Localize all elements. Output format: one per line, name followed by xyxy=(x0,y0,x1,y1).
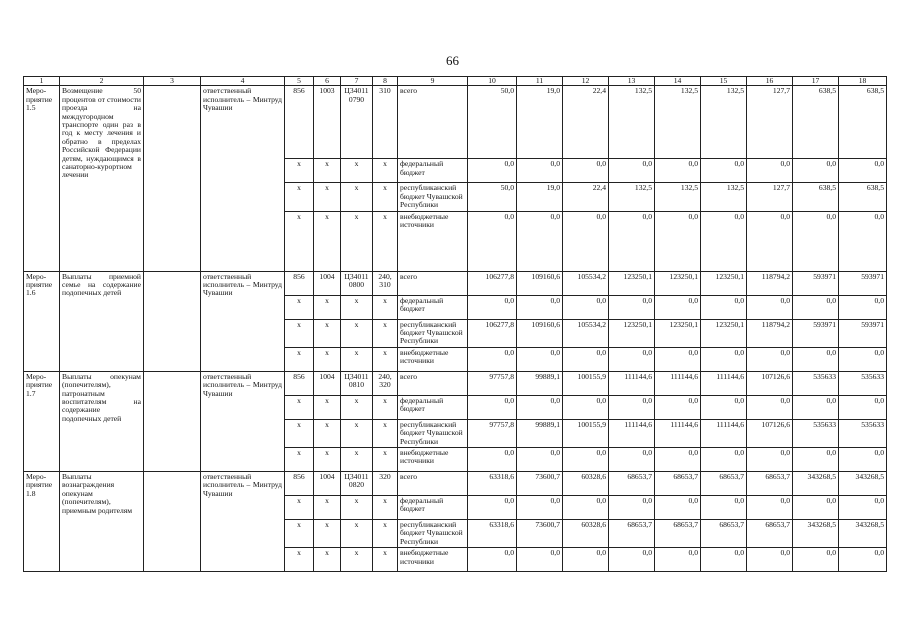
measure-description: Выплаты вознаграждения опекунам (попечителям), приемным родителям xyxy=(60,472,144,572)
amount-cell: 0,0 xyxy=(839,548,887,572)
amount-cell: 0,0 xyxy=(747,548,793,572)
amount-cell: 0,0 xyxy=(517,496,563,520)
amount-cell: 0,0 xyxy=(468,159,517,183)
funding-source: федеральный бюджет xyxy=(398,295,468,319)
grbs-code: x xyxy=(285,183,314,211)
measure-col3 xyxy=(144,472,201,572)
amount-cell: 132,5 xyxy=(655,183,701,211)
section-code: x xyxy=(314,496,341,520)
amount-cell: 60328,6 xyxy=(563,520,609,548)
amount-cell: 109160,6 xyxy=(517,271,563,295)
funding-source: внебюджетные источники xyxy=(398,448,468,472)
amount-cell: 0,0 xyxy=(563,295,609,319)
amount-cell: 593971 xyxy=(793,319,839,347)
column-number: 4 xyxy=(201,77,285,86)
amount-cell: 68653,7 xyxy=(655,472,701,496)
target-article-code: x xyxy=(341,347,373,371)
funding-source: внебюджетные источники xyxy=(398,347,468,371)
grbs-code: 856 xyxy=(285,86,314,159)
table-row xyxy=(24,472,887,496)
amount-cell: 73600,7 xyxy=(517,472,563,496)
column-number: 5 xyxy=(285,77,314,86)
amount-cell: 111144,6 xyxy=(701,371,747,395)
section-code: x xyxy=(314,183,341,211)
amount-cell: 105534,2 xyxy=(563,319,609,347)
section-code: x xyxy=(314,295,341,319)
target-article-code: x xyxy=(341,295,373,319)
funding-source: внебюджетные источники xyxy=(398,211,468,271)
section-code: 1004 xyxy=(314,271,341,295)
measure-id: Меро-приятие 1.5 xyxy=(24,86,60,271)
grbs-code: x xyxy=(285,448,314,472)
amount-cell: 132,5 xyxy=(609,86,655,159)
amount-cell: 0,0 xyxy=(468,395,517,419)
grbs-code: x xyxy=(285,496,314,520)
section-code: x xyxy=(314,347,341,371)
column-number: 13 xyxy=(609,77,655,86)
target-article-code: x xyxy=(341,395,373,419)
amount-cell: 0,0 xyxy=(609,395,655,419)
measure-col3 xyxy=(144,271,201,371)
amount-cell: 0,0 xyxy=(701,395,747,419)
funding-source: всего xyxy=(398,472,468,496)
amount-cell: 0,0 xyxy=(793,211,839,271)
amount-cell: 0,0 xyxy=(655,448,701,472)
amount-cell: 0,0 xyxy=(563,548,609,572)
amount-cell: 0,0 xyxy=(747,496,793,520)
amount-cell: 0,0 xyxy=(517,347,563,371)
amount-cell: 0,0 xyxy=(793,448,839,472)
amount-cell: 0,0 xyxy=(655,347,701,371)
expense-type-code: 320 xyxy=(373,472,398,496)
amount-cell: 343268,5 xyxy=(839,520,887,548)
amount-cell: 123250,1 xyxy=(655,319,701,347)
target-article-code: x xyxy=(341,448,373,472)
amount-cell: 0,0 xyxy=(517,295,563,319)
expense-type-code: 240, 310 xyxy=(373,271,398,295)
amount-cell: 132,5 xyxy=(609,183,655,211)
amount-cell: 0,0 xyxy=(609,159,655,183)
amount-cell: 63318,6 xyxy=(468,520,517,548)
amount-cell: 63318,6 xyxy=(468,472,517,496)
funding-source: республиканский бюджет Чувашской Республики xyxy=(398,183,468,211)
amount-cell: 0,0 xyxy=(747,211,793,271)
target-article-code: x xyxy=(341,211,373,271)
measure-description: Возмещение 50 процентов от стоимости проезда на междугородном транспорте один раз в год к месту лечения и обратно в пределах Российской Федерации детям, нуждающимся в санаторно-курортном лечении xyxy=(60,86,144,271)
amount-cell: 99889,1 xyxy=(517,371,563,395)
expense-type-code: x xyxy=(373,448,398,472)
grbs-code: x xyxy=(285,347,314,371)
target-article-code: x xyxy=(341,520,373,548)
column-number: 3 xyxy=(144,77,201,86)
amount-cell: 343268,5 xyxy=(839,472,887,496)
amount-cell: 0,0 xyxy=(563,395,609,419)
amount-cell: 0,0 xyxy=(839,347,887,371)
column-number: 1 xyxy=(24,77,60,86)
amount-cell: 0,0 xyxy=(655,159,701,183)
funding-source: федеральный бюджет xyxy=(398,159,468,183)
target-article-code: Ц34011 0790 xyxy=(341,86,373,159)
section-code: x xyxy=(314,548,341,572)
amount-cell: 0,0 xyxy=(563,159,609,183)
amount-cell: 0,0 xyxy=(793,347,839,371)
amount-cell: 535633 xyxy=(793,419,839,447)
section-code: 1003 xyxy=(314,86,341,159)
funding-source: республиканский бюджет Чувашской Республики xyxy=(398,319,468,347)
amount-cell: 0,0 xyxy=(655,496,701,520)
amount-cell: 593971 xyxy=(839,271,887,295)
amount-cell: 68653,7 xyxy=(609,472,655,496)
amount-cell: 111144,6 xyxy=(701,419,747,447)
expense-type-code: x xyxy=(373,211,398,271)
amount-cell: 68653,7 xyxy=(609,520,655,548)
amount-cell: 535633 xyxy=(793,371,839,395)
amount-cell: 0,0 xyxy=(747,448,793,472)
funding-source: всего xyxy=(398,86,468,159)
grbs-code: x xyxy=(285,548,314,572)
target-article-code: Ц34011 0810 xyxy=(341,371,373,395)
amount-cell: 0,0 xyxy=(747,159,793,183)
amount-cell: 0,0 xyxy=(793,295,839,319)
amount-cell: 132,5 xyxy=(701,86,747,159)
amount-cell: 123250,1 xyxy=(701,319,747,347)
column-number: 18 xyxy=(839,77,887,86)
expense-type-code: x xyxy=(373,347,398,371)
funding-source: всего xyxy=(398,271,468,295)
amount-cell: 60328,6 xyxy=(563,472,609,496)
table-row xyxy=(24,371,887,395)
amount-cell: 97757,8 xyxy=(468,419,517,447)
funding-source: федеральный бюджет xyxy=(398,496,468,520)
target-article-code: Ц34011 0800 xyxy=(341,271,373,295)
column-number: 17 xyxy=(793,77,839,86)
amount-cell: 0,0 xyxy=(468,211,517,271)
section-code: x xyxy=(314,395,341,419)
amount-cell: 0,0 xyxy=(701,211,747,271)
table-body xyxy=(24,77,887,572)
amount-cell: 0,0 xyxy=(609,548,655,572)
amount-cell: 68653,7 xyxy=(655,520,701,548)
amount-cell: 50,0 xyxy=(468,183,517,211)
measure-col3 xyxy=(144,371,201,471)
column-number: 16 xyxy=(747,77,793,86)
expense-type-code: x xyxy=(373,395,398,419)
column-number: 6 xyxy=(314,77,341,86)
amount-cell: 343268,5 xyxy=(793,472,839,496)
budget-table xyxy=(23,76,887,572)
grbs-code: 856 xyxy=(285,472,314,496)
amount-cell: 0,0 xyxy=(747,347,793,371)
amount-cell: 100155,9 xyxy=(563,371,609,395)
grbs-code: x xyxy=(285,419,314,447)
column-number: 8 xyxy=(373,77,398,86)
measure-description: Выплаты опекунам (попечителям), патронатным воспитателям на содержание подопечных детей xyxy=(60,371,144,471)
amount-cell: 0,0 xyxy=(468,347,517,371)
amount-cell: 343268,5 xyxy=(793,520,839,548)
funding-source: внебюджетные источники xyxy=(398,548,468,572)
amount-cell: 111144,6 xyxy=(609,419,655,447)
funding-source: республиканский бюджет Чувашской Республики xyxy=(398,419,468,447)
grbs-code: x xyxy=(285,520,314,548)
measure-description: Выплаты приемной семье на содержание подопечных детей xyxy=(60,271,144,371)
expense-type-code: x xyxy=(373,159,398,183)
responsible-executor: ответственный исполнитель – Минтруд Чувашии xyxy=(201,271,285,371)
column-number: 14 xyxy=(655,77,701,86)
amount-cell: 118794,2 xyxy=(747,319,793,347)
amount-cell: 0,0 xyxy=(793,159,839,183)
amount-cell: 132,5 xyxy=(701,183,747,211)
amount-cell: 0,0 xyxy=(701,448,747,472)
column-number: 12 xyxy=(563,77,609,86)
amount-cell: 0,0 xyxy=(563,347,609,371)
amount-cell: 0,0 xyxy=(563,496,609,520)
grbs-code: 856 xyxy=(285,271,314,295)
section-code: x xyxy=(314,520,341,548)
amount-cell: 0,0 xyxy=(609,295,655,319)
amount-cell: 638,5 xyxy=(793,86,839,159)
measure-id: Меро-приятие 1.7 xyxy=(24,371,60,471)
amount-cell: 0,0 xyxy=(701,295,747,319)
expense-type-code: x xyxy=(373,295,398,319)
amount-cell: 0,0 xyxy=(655,211,701,271)
amount-cell: 0,0 xyxy=(839,496,887,520)
amount-cell: 0,0 xyxy=(468,448,517,472)
table-row xyxy=(24,86,887,159)
amount-cell: 638,5 xyxy=(839,86,887,159)
amount-cell: 123250,1 xyxy=(609,319,655,347)
amount-cell: 0,0 xyxy=(655,395,701,419)
expense-type-code: x xyxy=(373,183,398,211)
grbs-code: x xyxy=(285,319,314,347)
target-article-code: x xyxy=(341,548,373,572)
grbs-code: x xyxy=(285,295,314,319)
amount-cell: 0,0 xyxy=(747,395,793,419)
amount-cell: 99889,1 xyxy=(517,419,563,447)
amount-cell: 638,5 xyxy=(839,183,887,211)
amount-cell: 0,0 xyxy=(839,159,887,183)
amount-cell: 0,0 xyxy=(517,395,563,419)
section-code: 1004 xyxy=(314,472,341,496)
responsible-executor: ответственный исполнитель – Минтруд Чувашии xyxy=(201,371,285,471)
amount-cell: 0,0 xyxy=(839,295,887,319)
expense-type-code: 310 xyxy=(373,86,398,159)
amount-cell: 22,4 xyxy=(563,183,609,211)
target-article-code: x xyxy=(341,183,373,211)
funding-source: федеральный бюджет xyxy=(398,395,468,419)
amount-cell: 0,0 xyxy=(517,211,563,271)
amount-cell: 111144,6 xyxy=(655,371,701,395)
column-number: 10 xyxy=(468,77,517,86)
responsible-executor: ответственный исполнитель – Минтруд Чувашии xyxy=(201,86,285,271)
amount-cell: 68653,7 xyxy=(701,472,747,496)
amount-cell: 0,0 xyxy=(468,295,517,319)
amount-cell: 100155,9 xyxy=(563,419,609,447)
section-code: x xyxy=(314,159,341,183)
amount-cell: 123250,1 xyxy=(701,271,747,295)
amount-cell: 535633 xyxy=(839,419,887,447)
section-code: x xyxy=(314,211,341,271)
amount-cell: 0,0 xyxy=(839,211,887,271)
funding-source: всего xyxy=(398,371,468,395)
grbs-code: x xyxy=(285,395,314,419)
amount-cell: 132,5 xyxy=(655,86,701,159)
column-number: 11 xyxy=(517,77,563,86)
amount-cell: 19,0 xyxy=(517,183,563,211)
amount-cell: 123250,1 xyxy=(655,271,701,295)
amount-cell: 0,0 xyxy=(517,159,563,183)
amount-cell: 73600,7 xyxy=(517,520,563,548)
amount-cell: 111144,6 xyxy=(609,371,655,395)
amount-cell: 593971 xyxy=(793,271,839,295)
amount-cell: 0,0 xyxy=(468,548,517,572)
amount-cell: 0,0 xyxy=(609,496,655,520)
amount-cell: 0,0 xyxy=(839,395,887,419)
funding-source: республиканский бюджет Чувашской Республики xyxy=(398,520,468,548)
amount-cell: 0,0 xyxy=(701,496,747,520)
expense-type-code: 240, 320 xyxy=(373,371,398,395)
target-article-code: Ц34011 0820 xyxy=(341,472,373,496)
amount-cell: 0,0 xyxy=(701,548,747,572)
target-article-code: x xyxy=(341,319,373,347)
page-number: 66 xyxy=(446,53,459,68)
column-number: 15 xyxy=(701,77,747,86)
amount-cell: 0,0 xyxy=(609,211,655,271)
column-number: 7 xyxy=(341,77,373,86)
amount-cell: 638,5 xyxy=(793,183,839,211)
amount-cell: 127,7 xyxy=(747,86,793,159)
amount-cell: 0,0 xyxy=(655,548,701,572)
amount-cell: 97757,8 xyxy=(468,371,517,395)
amount-cell: 106277,8 xyxy=(468,271,517,295)
column-number: 9 xyxy=(398,77,468,86)
column-number: 2 xyxy=(60,77,144,86)
amount-cell: 0,0 xyxy=(701,159,747,183)
amount-cell: 0,0 xyxy=(793,548,839,572)
expense-type-code: x xyxy=(373,419,398,447)
amount-cell: 127,7 xyxy=(747,183,793,211)
amount-cell: 107126,6 xyxy=(747,419,793,447)
amount-cell: 0,0 xyxy=(609,347,655,371)
grbs-code: 856 xyxy=(285,371,314,395)
amount-cell: 0,0 xyxy=(468,496,517,520)
section-code: x xyxy=(314,319,341,347)
measure-id: Меро-приятие 1.6 xyxy=(24,271,60,371)
target-article-code: x xyxy=(341,159,373,183)
expense-type-code: x xyxy=(373,496,398,520)
amount-cell: 0,0 xyxy=(563,211,609,271)
amount-cell: 118794,2 xyxy=(747,271,793,295)
table-row xyxy=(24,271,887,295)
header-row xyxy=(24,77,887,86)
amount-cell: 0,0 xyxy=(655,295,701,319)
amount-cell: 109160,6 xyxy=(517,319,563,347)
amount-cell: 0,0 xyxy=(793,395,839,419)
amount-cell: 68653,7 xyxy=(701,520,747,548)
amount-cell: 105534,2 xyxy=(563,271,609,295)
measure-id: Меро-приятие 1.8 xyxy=(24,472,60,572)
amount-cell: 111144,6 xyxy=(655,419,701,447)
amount-cell: 0,0 xyxy=(701,347,747,371)
expense-type-code: x xyxy=(373,548,398,572)
amount-cell: 0,0 xyxy=(793,496,839,520)
target-article-code: x xyxy=(341,496,373,520)
amount-cell: 0,0 xyxy=(747,295,793,319)
amount-cell: 593971 xyxy=(839,319,887,347)
measure-col3 xyxy=(144,86,201,271)
amount-cell: 50,0 xyxy=(468,86,517,159)
responsible-executor: ответственный исполнитель – Минтруд Чувашии xyxy=(201,472,285,572)
amount-cell: 22,4 xyxy=(563,86,609,159)
section-code: 1004 xyxy=(314,371,341,395)
grbs-code: x xyxy=(285,159,314,183)
amount-cell: 0,0 xyxy=(563,448,609,472)
expense-type-code: x xyxy=(373,319,398,347)
amount-cell: 106277,8 xyxy=(468,319,517,347)
amount-cell: 107126,6 xyxy=(747,371,793,395)
amount-cell: 535633 xyxy=(839,371,887,395)
grbs-code: x xyxy=(285,211,314,271)
amount-cell: 0,0 xyxy=(839,448,887,472)
amount-cell: 19,0 xyxy=(517,86,563,159)
amount-cell: 0,0 xyxy=(517,448,563,472)
amount-cell: 123250,1 xyxy=(609,271,655,295)
amount-cell: 0,0 xyxy=(609,448,655,472)
section-code: x xyxy=(314,419,341,447)
amount-cell: 68653,7 xyxy=(747,520,793,548)
amount-cell: 0,0 xyxy=(517,548,563,572)
target-article-code: x xyxy=(341,419,373,447)
section-code: x xyxy=(314,448,341,472)
amount-cell: 68653,7 xyxy=(747,472,793,496)
expense-type-code: x xyxy=(373,520,398,548)
